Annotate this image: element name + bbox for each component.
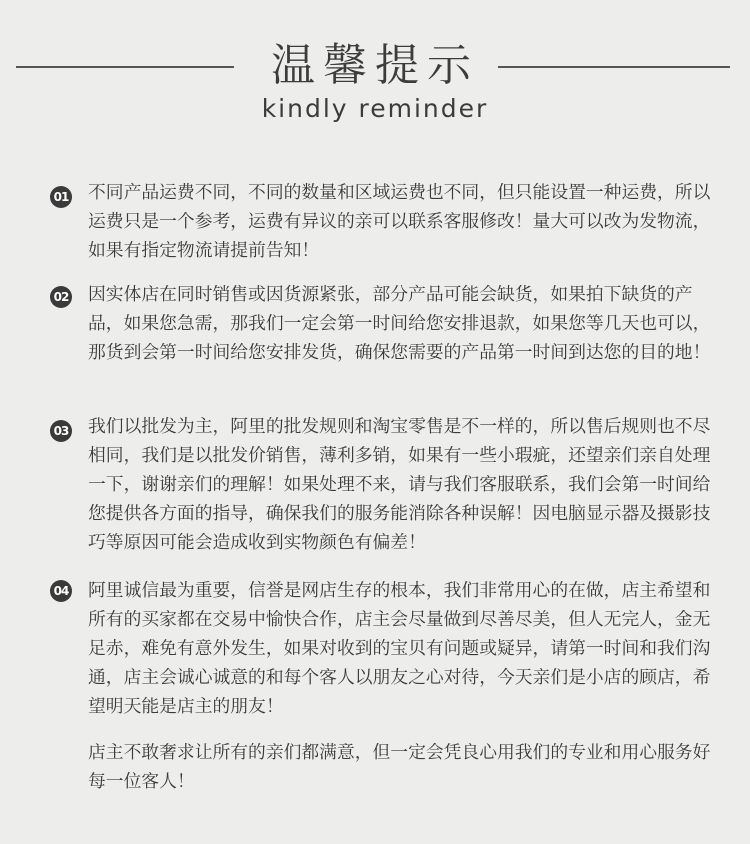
number-badge: 01 bbox=[50, 186, 72, 208]
reminder-item-1 bbox=[50, 178, 715, 265]
reminder-text: 因实体店在同时销售或因货源紧张，部分产品可能会缺货，如果拍下缺货的产品，如果您急需，那我们一定会第一时间给您安排退款，如果您等几天也可以，那货到会第一时间给您安排发货，确保您需要的产品第一时间到达您的目的地！ bbox=[88, 284, 711, 363]
page-title: 温馨提示 bbox=[271, 40, 479, 91]
number-badge: 03 bbox=[50, 420, 72, 442]
reminder-item-3 bbox=[50, 412, 715, 557]
number-badge: 04 bbox=[50, 580, 72, 602]
reminder-text: 不同产品运费不同，不同的数量和区域运费也不同，但只能设置一种运费，所以运费只是一个参考，运费有异议的亲可以联系客服修改！量大可以改为发物流，如果有指定物流请提前告知！ bbox=[88, 182, 711, 261]
reminder-item-4 bbox=[50, 576, 715, 721]
header bbox=[0, 0, 750, 140]
closing-note: 店主不敢奢求让所有的亲们都满意，但一定会凭良心用我们的专业和用心服务好每一位客人！ bbox=[88, 742, 711, 792]
reminder-text: 我们以批发为主，阿里的批发规则和淘宝零售是不一样的，所以售后规则也不尽相同，我们是以批发价销售，薄利多销，如果有一些小瑕疵，还望亲们亲自处理一下，谢谢亲们的理解！如果处理不来，请与我们客服联系，我们会第一时间给您提供各方面的指导，确保我们的服务能消除各种误解！因电脑显示器及摄影技巧等原因可能会造成收到实物颜色有偏差！ bbox=[88, 416, 711, 553]
page-subtitle: kindly reminder bbox=[261, 94, 489, 123]
number-badge: 02 bbox=[50, 286, 72, 308]
right-divider bbox=[498, 66, 730, 68]
reminder-item-2 bbox=[50, 280, 715, 367]
reminder-text: 阿里诚信最为重要，信誉是网店生存的根本，我们非常用心的在做，店主希望和所有的买家都在交易中愉快合作，店主会尽量做到尽善尽美，但人无完人，金无足赤，难免有意外发生，如果对收到的宝贝有问题或疑异，请第一时间和我们沟通，店主会诚心诚意的和每个客人以朋友之心对待，今天亲们是小店的顾店，希望明天能是店主的朋友！ bbox=[88, 580, 711, 717]
